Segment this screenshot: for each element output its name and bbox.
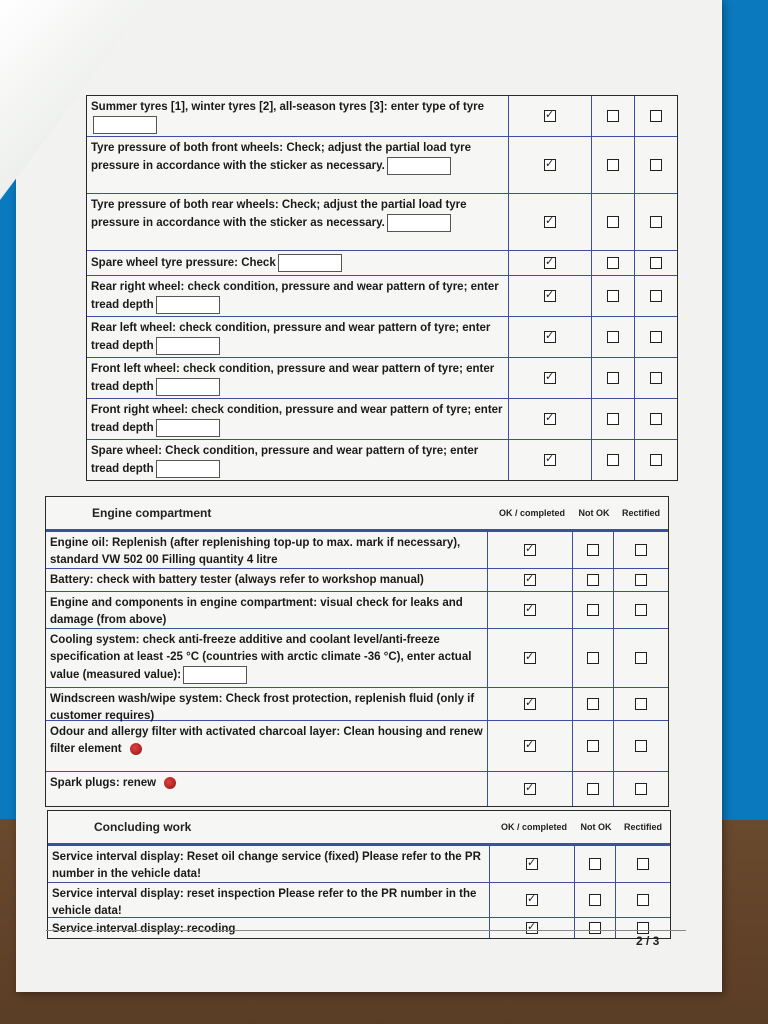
ok-checkbox[interactable] <box>526 858 538 870</box>
ok-checkbox[interactable] <box>544 159 556 171</box>
column-header: OK / completed <box>500 822 567 832</box>
row-label: Service interval display: Reset oil change service (fixed) Please refer to the PR number in the vehicle data! <box>52 851 481 880</box>
checkbox-cell <box>614 569 668 591</box>
checkbox-cell <box>592 317 635 357</box>
ok-checkbox[interactable] <box>526 922 538 934</box>
row-label: Engine oil: Replenish (after replenishing top-up to max. mark if necessary), standard VW 502 00 Filling quantity 4 litre <box>50 537 461 566</box>
checklist-row <box>46 720 668 771</box>
form-page <box>16 0 722 992</box>
section-title: Concluding work <box>94 820 192 834</box>
not-ok-checkbox[interactable] <box>607 159 619 171</box>
checkbox-cell <box>490 846 575 882</box>
checklist-row <box>48 845 670 882</box>
checkbox-cell <box>635 137 677 193</box>
checklist-row <box>46 771 668 806</box>
engine-compartment-section <box>45 496 669 807</box>
checklist-row <box>87 193 677 250</box>
checkbox-cell <box>509 137 592 193</box>
row-text-cell <box>46 721 488 771</box>
not-ok-checkbox[interactable] <box>607 454 619 466</box>
checkbox-cell <box>488 532 573 568</box>
checkbox-cell <box>509 194 592 250</box>
row-text-cell <box>48 883 490 917</box>
row-text-cell <box>87 399 509 439</box>
checkbox-cell <box>616 846 670 882</box>
checkbox-cell <box>614 532 668 568</box>
row-text-cell <box>46 569 488 591</box>
row-label: Tyre pressure of both front wheels: Check; adjust the partial load tyre pressure in accordance with the sticker as necessary. <box>91 142 471 173</box>
column-header: Rectified <box>623 822 662 832</box>
checkbox-cell <box>616 883 670 917</box>
value-entry-field[interactable] <box>156 460 220 478</box>
rectified-checkbox[interactable] <box>637 922 649 934</box>
concluding-work-section <box>47 810 671 939</box>
row-label: Service interval display: recoding <box>52 923 236 935</box>
value-entry-field[interactable] <box>278 254 342 272</box>
value-entry-field[interactable] <box>156 378 220 396</box>
rectified-checkbox[interactable] <box>650 159 662 171</box>
checkbox-cell <box>592 276 635 316</box>
value-entry-field[interactable] <box>156 419 220 437</box>
checkbox-cell <box>614 592 668 628</box>
rectified-checkbox[interactable] <box>635 698 647 710</box>
rectified-checkbox[interactable] <box>635 652 647 664</box>
ok-checkbox[interactable] <box>544 372 556 384</box>
checkbox-cell <box>635 440 677 480</box>
value-entry-field[interactable] <box>156 296 220 314</box>
row-text-cell <box>46 688 488 720</box>
rectified-checkbox[interactable] <box>650 413 662 425</box>
checkbox-cell <box>635 251 677 275</box>
rectified-checkbox[interactable] <box>650 454 662 466</box>
checkbox-cell <box>592 137 635 193</box>
row-label: Cooling system: check anti-freeze additive and coolant level/anti-freeze specification at least -25 °C (countries with arctic climate -36 °C), enter actual value (measured value): <box>50 634 472 682</box>
not-ok-checkbox[interactable] <box>587 544 599 556</box>
tyres-section <box>86 95 678 481</box>
ok-checkbox[interactable] <box>544 257 556 269</box>
not-ok-checkbox[interactable] <box>607 413 619 425</box>
checkbox-cell <box>488 688 573 720</box>
section-header <box>48 811 670 845</box>
not-ok-checkbox[interactable] <box>607 372 619 384</box>
row-label: Spark plugs: renew <box>50 777 157 789</box>
checkbox-cell <box>592 399 635 439</box>
row-label: Service interval display: reset inspection Please refer to the PR number in the vehicle data! <box>52 888 477 917</box>
checkbox-cell <box>490 918 575 938</box>
not-ok-checkbox[interactable] <box>587 740 599 752</box>
checklist-row <box>87 275 677 316</box>
not-ok-checkbox[interactable] <box>607 257 619 269</box>
row-label: Front left wheel: check condition, pressure and wear pattern of tyre; enter tread depth <box>91 363 495 394</box>
row-text-cell <box>48 846 490 882</box>
not-ok-checkbox[interactable] <box>607 216 619 228</box>
checkbox-cell <box>573 688 614 720</box>
row-label: Rear right wheel: check condition, pressure and wear pattern of tyre; enter tread depth <box>91 281 499 312</box>
checkbox-cell <box>592 251 635 275</box>
checkbox-cell <box>635 317 677 357</box>
row-label: Front right wheel: check condition, pressure and wear pattern of tyre; enter tread depth <box>91 404 503 435</box>
checkbox-cell <box>488 772 573 806</box>
checkbox-cell <box>592 96 635 136</box>
checkbox-cell <box>575 883 616 917</box>
row-text-cell <box>87 137 509 193</box>
column-header: OK / completed <box>498 508 565 518</box>
checkbox-cell <box>573 569 614 591</box>
checkbox-cell <box>509 96 592 136</box>
checklist-row <box>87 136 677 193</box>
ok-checkbox[interactable] <box>544 331 556 343</box>
checklist-row <box>48 882 670 917</box>
checkbox-cell <box>573 592 614 628</box>
red-marker-icon <box>130 743 142 755</box>
checkbox-cell <box>573 629 614 687</box>
row-label: Engine and components in engine compartment: visual check for leaks and damage (from above) <box>50 597 463 626</box>
page-number: 2 / 3 <box>636 934 660 948</box>
not-ok-checkbox[interactable] <box>587 783 599 795</box>
checkbox-cell <box>509 358 592 398</box>
ok-checkbox[interactable] <box>544 413 556 425</box>
rectified-checkbox[interactable] <box>650 372 662 384</box>
checkbox-cell <box>509 276 592 316</box>
ok-checkbox[interactable] <box>524 652 536 664</box>
row-label: Tyre pressure of both rear wheels: Check; adjust the partial load tyre pressure in accordance with the sticker as necessary. <box>91 199 467 230</box>
row-text-cell <box>87 276 509 316</box>
row-label: Summer tyres [1], winter tyres [2], all-season tyres [3]: enter type of tyre <box>91 101 485 113</box>
checklist-row <box>87 357 677 398</box>
checklist-row <box>46 531 668 568</box>
row-label: Spare wheel: Check condition, pressure and wear pattern of tyre; enter tread depth <box>91 445 479 476</box>
row-text-cell <box>46 592 488 628</box>
checkbox-cell <box>575 846 616 882</box>
checkbox-cell <box>509 317 592 357</box>
column-header: Not OK <box>580 822 612 832</box>
rectified-checkbox[interactable] <box>650 331 662 343</box>
ok-checkbox[interactable] <box>544 110 556 122</box>
row-label: Windscreen wash/wipe system: Check frost protection, replenish fluid (only if customer requires) <box>50 693 475 722</box>
value-entry-field[interactable] <box>183 666 247 684</box>
rectified-checkbox[interactable] <box>650 257 662 269</box>
rectified-checkbox[interactable] <box>650 290 662 302</box>
checklist-row <box>46 687 668 720</box>
column-header: Rectified <box>621 508 660 518</box>
checkbox-cell <box>488 629 573 687</box>
column-header: Not OK <box>578 508 610 518</box>
checkbox-cell <box>635 96 677 136</box>
row-text-cell <box>87 317 509 357</box>
not-ok-checkbox[interactable] <box>589 922 601 934</box>
footer-divider <box>46 930 686 931</box>
checklist-row <box>87 250 677 275</box>
checklist-row <box>87 96 677 136</box>
checkbox-cell <box>509 251 592 275</box>
rectified-checkbox[interactable] <box>650 110 662 122</box>
section-header <box>46 497 668 531</box>
checkbox-cell <box>635 276 677 316</box>
row-label: Spare wheel tyre pressure: Check <box>91 257 276 270</box>
checkbox-cell <box>614 772 668 806</box>
checkbox-cell <box>575 918 616 938</box>
ok-checkbox[interactable] <box>524 604 536 616</box>
rectified-checkbox[interactable] <box>635 783 647 795</box>
row-text-cell <box>46 629 488 687</box>
ok-checkbox[interactable] <box>526 894 538 906</box>
checkbox-cell <box>592 440 635 480</box>
checkbox-cell <box>614 688 668 720</box>
row-text-cell <box>46 532 488 568</box>
not-ok-checkbox[interactable] <box>607 290 619 302</box>
checkbox-cell <box>488 721 573 771</box>
checklist-row <box>87 439 677 480</box>
not-ok-checkbox[interactable] <box>607 110 619 122</box>
value-entry-field[interactable] <box>156 337 220 355</box>
red-marker-icon <box>164 777 176 789</box>
checkbox-cell <box>488 569 573 591</box>
not-ok-checkbox[interactable] <box>587 698 599 710</box>
value-entry-field[interactable] <box>93 116 157 134</box>
section-title: Engine compartment <box>92 506 212 520</box>
checklist-row <box>87 398 677 439</box>
ok-checkbox[interactable] <box>524 544 536 556</box>
checkbox-cell <box>488 592 573 628</box>
row-text-cell <box>48 918 490 938</box>
rectified-checkbox[interactable] <box>635 604 647 616</box>
checkbox-cell <box>614 629 668 687</box>
checkbox-cell <box>509 399 592 439</box>
checklist-row <box>46 628 668 687</box>
checkbox-cell <box>509 440 592 480</box>
checklist-row <box>87 316 677 357</box>
value-entry-field[interactable] <box>387 157 451 175</box>
ok-checkbox[interactable] <box>524 698 536 710</box>
rectified-checkbox[interactable] <box>637 858 649 870</box>
ok-checkbox[interactable] <box>524 783 536 795</box>
row-label: Battery: check with battery tester (always refer to workshop manual) <box>50 574 424 586</box>
row-text-cell <box>87 194 509 250</box>
not-ok-checkbox[interactable] <box>587 574 599 586</box>
rectified-checkbox[interactable] <box>635 544 647 556</box>
row-text-cell <box>87 358 509 398</box>
value-entry-field[interactable] <box>387 214 451 232</box>
checkbox-cell <box>573 721 614 771</box>
ok-checkbox[interactable] <box>524 574 536 586</box>
rectified-checkbox[interactable] <box>637 894 649 906</box>
checkbox-cell <box>573 772 614 806</box>
row-text-cell <box>87 440 509 480</box>
checkbox-cell <box>635 358 677 398</box>
not-ok-checkbox[interactable] <box>589 858 601 870</box>
ok-checkbox[interactable] <box>544 290 556 302</box>
rectified-checkbox[interactable] <box>650 216 662 228</box>
row-text-cell <box>87 251 509 275</box>
checkbox-cell <box>635 194 677 250</box>
checkbox-cell <box>490 883 575 917</box>
checkbox-cell <box>573 532 614 568</box>
ok-checkbox[interactable] <box>544 454 556 466</box>
row-text-cell <box>46 772 488 806</box>
not-ok-checkbox[interactable] <box>587 652 599 664</box>
row-label: Odour and allergy filter with activated charcoal layer: Clean housing and renew filter element <box>50 726 483 755</box>
checklist-row <box>46 568 668 591</box>
checkbox-cell <box>592 194 635 250</box>
ok-checkbox[interactable] <box>544 216 556 228</box>
checklist-row <box>48 917 670 938</box>
not-ok-checkbox[interactable] <box>607 331 619 343</box>
checkbox-cell <box>592 358 635 398</box>
row-text-cell <box>87 96 509 136</box>
rectified-checkbox[interactable] <box>635 740 647 752</box>
checkbox-cell <box>635 399 677 439</box>
checklist-row <box>46 591 668 628</box>
row-label: Rear left wheel: check condition, pressure and wear pattern of tyre; enter tread depth <box>91 322 491 353</box>
checkbox-cell <box>614 721 668 771</box>
not-ok-checkbox[interactable] <box>589 894 601 906</box>
ok-checkbox[interactable] <box>524 740 536 752</box>
not-ok-checkbox[interactable] <box>587 604 599 616</box>
rectified-checkbox[interactable] <box>635 574 647 586</box>
